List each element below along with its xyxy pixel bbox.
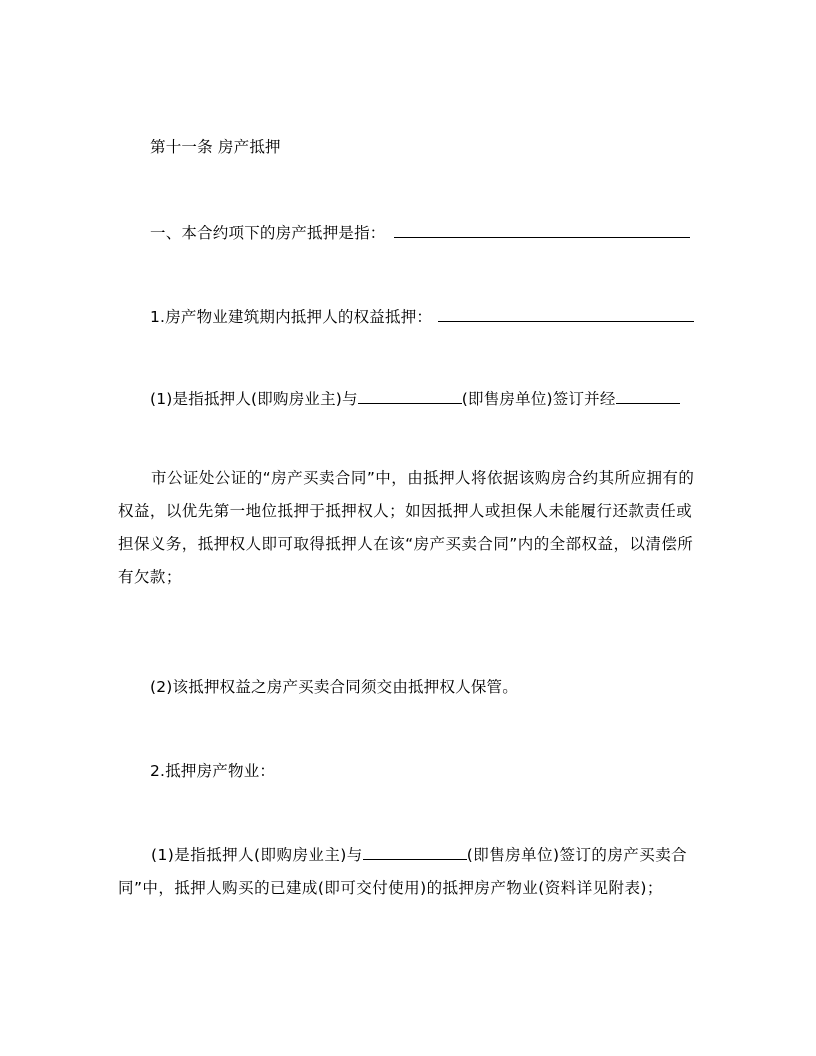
clause-item-1-1-2: (2)该抵押权益之房产买卖合同须交由抵押权人保管。 <box>150 678 518 696</box>
clause-item-1-2-1-text-b: (即售房单位)签订的房产买卖合同”中，抵押人购买的已建成(即可交付使用)的抵押房产物业(资料详见附表)； <box>118 846 688 897</box>
fill-blank-seller-unit-2[interactable] <box>363 843 467 860</box>
clause-item-1-1-text: 1.房产物业建筑期内抵押人的权益抵押： <box>150 308 433 326</box>
clause-item-1-1-1-continuation: 市公证处公证的“房产买卖合同”中，由抵押人将依据该购房合约其所应拥有的权益，以优先第一地位抵押于抵押权人；如因抵押人或担保人未能履行还款责任或担保义务，抵押权人即可取得抵押人在该“房产买卖合同”内的全部权益，以清偿所有欠款； <box>118 469 695 586</box>
clause-item-1-1-1-text-b: (即售房单位)签订并经 <box>461 390 616 408</box>
fill-blank-seller-unit[interactable] <box>358 387 462 404</box>
clause-item-1-1-1-text-a: (1)是指抵押人(即购房业主)与 <box>150 390 358 408</box>
clause-item-1-1-1 <box>150 387 680 409</box>
article-title: 第十一条 房产抵押 <box>150 138 281 156</box>
fill-blank-mortgage-definition[interactable] <box>394 221 690 238</box>
clause-item-1-2: 2.抵押房产物业： <box>150 762 276 780</box>
fill-blank-city[interactable] <box>616 387 680 404</box>
clause-item-1-text: 一、本合约项下的房产抵押是指： <box>150 224 386 242</box>
clause-item-1 <box>150 221 690 243</box>
fill-blank-construction-rights[interactable] <box>438 305 694 322</box>
clause-item-1-2-1-text-a: (1)是指抵押人(即购房业主)与 <box>151 846 363 864</box>
clause-item-1-1 <box>150 305 694 327</box>
clause-item-1-2-1 <box>118 839 698 905</box>
